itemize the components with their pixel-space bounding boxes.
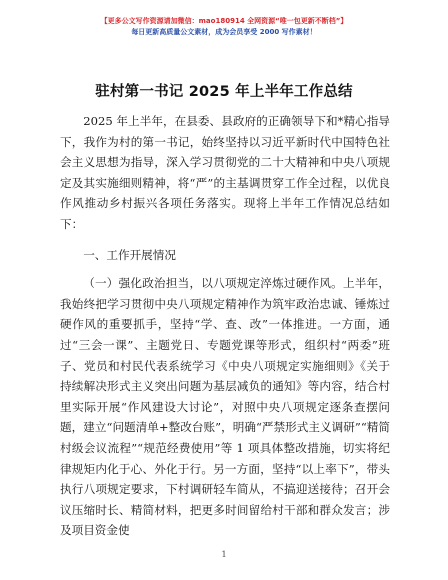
page-number: 1: [221, 550, 227, 559]
promo-banner-line1: 【更多公文写作资源请加微信：mao180914 全网资源“唯一包更新不断档”】: [100, 17, 348, 25]
intro-paragraph: 2025 年上半年，在县委、县政府的正确领导下和*精心指导下，我作为村的第一书记，始终坚持以习近平新时代中国特色社会主义思想为指导，深入学习贯彻党的二十大精神和中央八项规定及其实施细则精神，将“严”的主基调贯穿工作全过程，以优良作风推动乡村振兴各项任务落实。现将上半年工作情况总结如下：: [60, 114, 390, 231]
promo-banner-line2: 每日更新高质量公文素材，成为会员享受 2000 写作素材！: [131, 28, 317, 36]
promo-banner: [0, 16, 448, 37]
section-heading: 一、工作开展情况: [83, 247, 176, 262]
document-title: 驻村第一书记 2025 年上半年工作总结: [95, 84, 353, 100]
section-paragraph: （一）强化政治担当，以八项规定淬炼过硬作风。上半年，我始终把学习贯彻中央八项规定精神作为筑牢政治忠诚、锤炼过硬作风的重要抓手，坚持“学、查、改”一体推进。一方面，通过“三会一课”、主题党日、专题党课等形式，组织村“两委”班子、党员和村民代表系统学习《中央八项规定实施细则》《关于持续解决形式主义突出问题为基层减负的通知》等内容，结合村里实际开展“作风建设大讨论”，对照中央八项规定逐条查摆问题，建立“问题清单+整改台账”，明确“严禁形式主义调研”“精简村级会议流程”“规范经费使用”等 1 项具体整改措施，切实将纪律规矩内化于心、外化于行。另一方面，坚持“以上率下”，带头执行八项规定要求，下村调研轻车简从，不搞迎送接待；召开会议压缩时长、精简材料，把更多时间留给村干部和群众发言；涉及项目资金使: [60, 276, 390, 538]
document-body: [60, 111, 390, 541]
